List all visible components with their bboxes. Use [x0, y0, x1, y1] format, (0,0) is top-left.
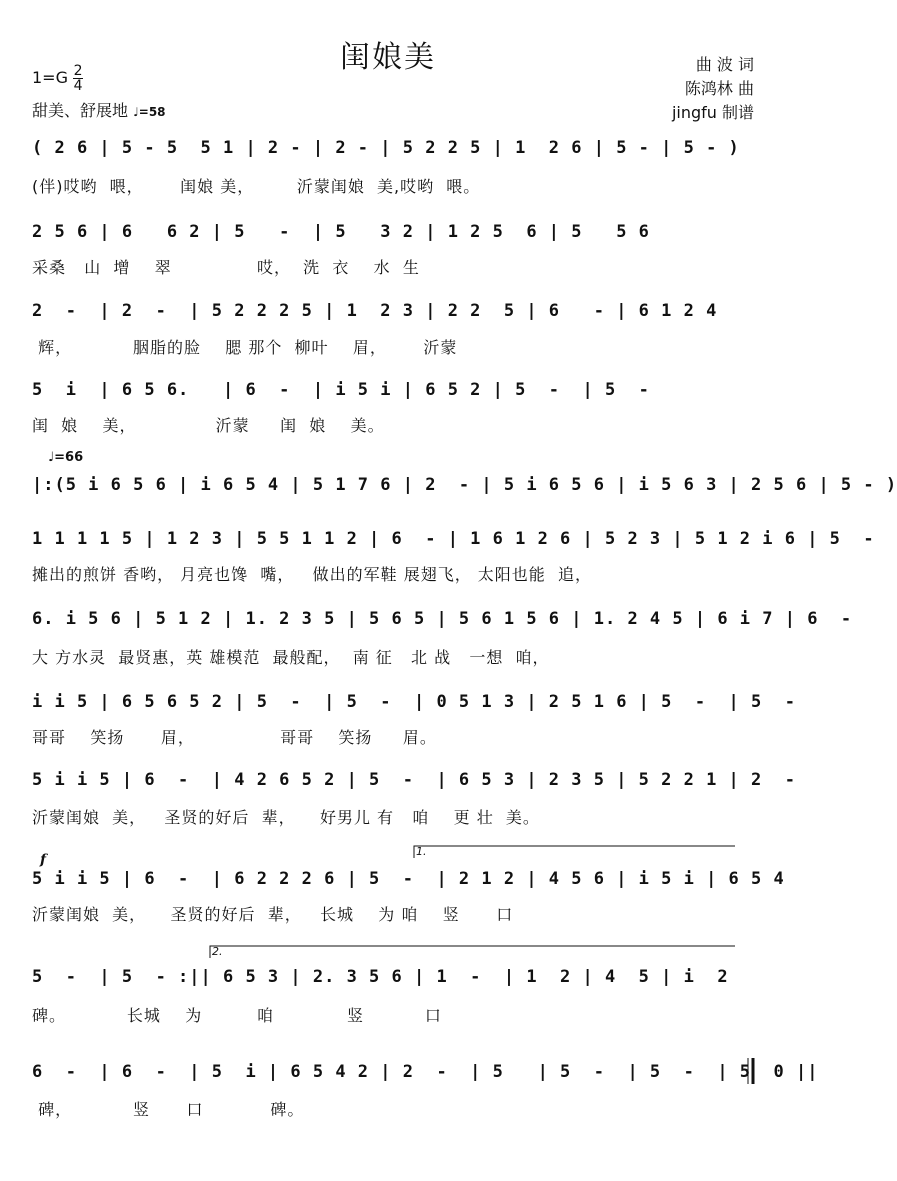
quarter-note-icon: ♩	[133, 105, 139, 119]
score-line-6-notes: 1 1 1 1 5 | 1 2 3 | 5 5 1 1 2 | 6 - | 1 6 1 2 6 | 5 2 3 | 5 1 2 i 6 | 5 -	[32, 529, 875, 549]
volta-first-bracket	[414, 846, 735, 858]
time-signature-bottom: 4	[73, 78, 83, 94]
score-line-10-lyrics: 沂蒙闺娘 美， 圣贤的好后 辈， 长城 为 咱 竖 口	[32, 905, 514, 924]
score-line-4-lyrics: 闺 娘 美， 沂蒙 闺 娘 美。	[32, 416, 385, 435]
arranger-credit: jingfu 制谱	[671, 103, 754, 122]
score-line-9-notes: 5 i i 5 | 6 - | 4 2 6 5 2 | 5 - | 6 5 3 | 2 3 5 | 5 2 2 1 | 2 -	[32, 770, 796, 790]
score-line-11-notes: 5 - | 5 - :|| 6 5 3 | 2. 3 5 6 | 1 - | 1 2 | 4 5 | i 2	[32, 967, 729, 987]
score-line-1-notes: ( 2 6 | 5 - 5 5 1 | 2 - | 2 - | 5 2 2 5 | 1 2 6 | 5 - | 5 - )	[32, 138, 740, 158]
score-line-7-lyrics: 大 方水灵 最贤惠，英 雄模范 最般配， 南 征 北 战 一想 咱，	[32, 648, 550, 667]
volta-second-label: 2.	[212, 945, 223, 958]
volta-first-label: 1.	[416, 845, 427, 858]
composer-credit: 陈鸿林 曲	[684, 79, 754, 98]
score-line-8-lyrics: 哥哥 笑扬 眉， 哥哥 笑扬 眉。	[32, 728, 437, 747]
lyricist-credit: 曲 波 词	[695, 55, 754, 74]
score-line-6-lyrics: 摊出的煎饼 香哟， 月亮也馋 嘴， 做出的军鞋 展翅飞， 太阳也能 追，	[32, 565, 592, 584]
score-line-2-lyrics: 采桑 山 增 翠 哎， 洗 衣 水 生	[32, 258, 420, 277]
dynamics-forte: f	[40, 852, 47, 868]
time-signature-top: 2	[73, 63, 83, 79]
score-line-3-lyrics: 辉， 胭脂的脸 腮 那个 柳叶 眉， 沂蒙	[32, 338, 458, 357]
key-label: 1=G	[32, 68, 68, 87]
score-line-12-notes: 6 - | 6 - | 5 i | 6 5 4 2 | 2 - | 5 | 5 - | 5 - | 5 0 ||	[32, 1062, 819, 1082]
score-line-10-notes: 5 i i 5 | 6 - | 6 2 2 2 6 | 5 - | 2 1 2 | 4 5 6 | i 5 i | 6 5 4	[32, 869, 785, 889]
score-line-4-notes: 5 i | 6 5 6. | 6 - | i 5 i | 6 5 2 | 5 - | 5 -	[32, 380, 650, 400]
score-line-1-lyrics: (伴)哎哟 喂， 闺娘 美， 沂蒙闺娘 美,哎哟 喂。	[32, 177, 481, 196]
score-line-7-notes: 6. i 5 6 | 5 1 2 | 1. 2 3 5 | 5 6 5 | 5 6 1 5 6 | 1. 2 4 5 | 6 i 7 | 6 -	[32, 609, 853, 629]
score-line-9-lyrics: 沂蒙闺娘 美， 圣贤的好后 辈， 好男儿 有 咱 更 壮 美。	[32, 808, 540, 827]
quarter-note-icon: ♩	[48, 450, 55, 465]
expression-text: 甜美、舒展地	[32, 101, 129, 120]
score-line-8-notes: i i 5 | 6 5 6 5 2 | 5 - | 5 - | 0 5 1 3 | 2 5 1 6 | 5 - | 5 -	[32, 692, 796, 712]
score-line-12-lyrics: 碑， 竖 口 碑。	[32, 1100, 305, 1119]
score-line-2-notes: 2 5 6 | 6 6 2 | 5 - | 5 3 2 | 1 2 5 6 | 5 5 6	[32, 222, 650, 242]
tempo-change-value: =66	[54, 450, 84, 465]
score-line-3-notes: 2 - | 2 - | 5 2 2 2 5 | 1 2 3 | 2 2 5 | 6 - | 6 1 2 4	[32, 301, 718, 321]
song-title: 闺娘美	[340, 40, 436, 75]
tempo-value: =58	[138, 105, 166, 119]
score-line-5-notes: |:(5 i 6 5 6 | i 6 5 4 | 5 1 7 6 | 2 - | 5 i 6 5 6 | i 5 6 3 | 2 5 6 | 5 - )	[32, 475, 897, 495]
score-line-11-lyrics: 碑。 长城 为 咱 竖 口	[32, 1006, 442, 1025]
volta-second-bracket	[210, 946, 735, 958]
